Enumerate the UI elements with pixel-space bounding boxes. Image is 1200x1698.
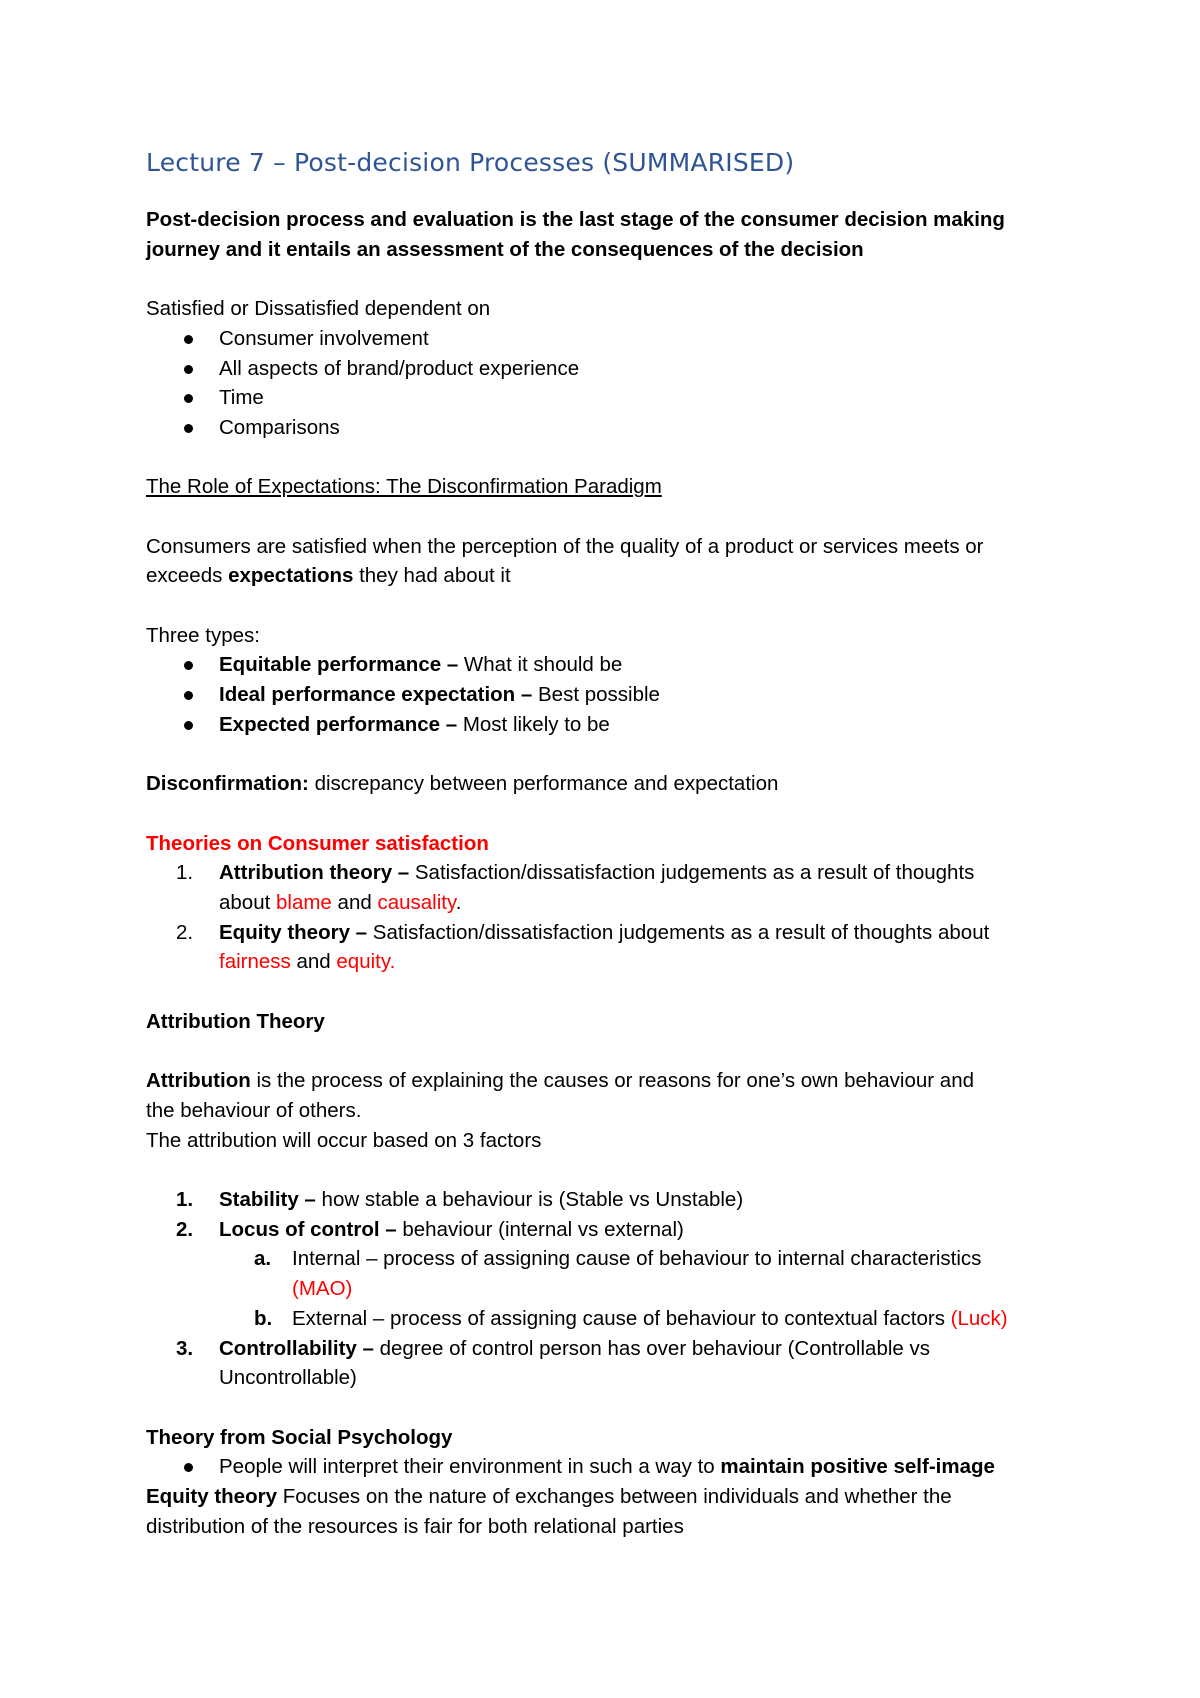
attribution-line-2: the behaviour of others.	[146, 1098, 362, 1122]
bullet-icon	[184, 335, 193, 344]
equity-line-2: distribution of the resources is fair for both relational parties	[146, 1514, 684, 1538]
list-item: Time	[146, 383, 1100, 413]
theories-list	[146, 858, 1100, 977]
list-item: 2. Equity theory – Satisfaction/dissatisfaction judgements as a result of thoughts about fairness and equity.	[176, 920, 990, 974]
expectations-line-2: exceeds expectations they had about it	[146, 564, 511, 588]
list-item: b. External – process of assigning cause of behaviour to contextual factors (Luck)	[254, 1306, 1008, 1330]
list-item: Expected performance – Most likely to be	[146, 710, 1100, 740]
list-item: Ideal performance expectation – Best possible	[146, 680, 1100, 710]
bullet-icon	[184, 394, 193, 403]
bullet-icon	[184, 661, 193, 670]
satisfied-list	[146, 324, 1100, 443]
factors-list	[146, 1185, 1100, 1244]
theories-heading: Theories on Consumer satisfaction	[146, 831, 489, 855]
social-list	[146, 1452, 1100, 1482]
social-heading: Theory from Social Psychology	[146, 1425, 453, 1449]
list-item: a. Internal – process of assigning cause of behaviour to internal characteristics (MAO)	[254, 1247, 982, 1301]
list-item: Equitable performance – What it should be	[146, 650, 1100, 680]
list-item: 1. Attribution theory – Satisfaction/dissatisfaction judgements as a result of thoughts about blame and causality.	[176, 861, 975, 915]
bullet-icon	[184, 424, 193, 433]
bullet-icon	[184, 1463, 193, 1472]
equity-line-1: Equity theory Focuses on the nature of exchanges between individuals and whether the	[146, 1485, 952, 1509]
intro-line-2: journey and it entails an assessment of the consequences of the decision	[146, 237, 864, 261]
three-types-list	[146, 650, 1100, 739]
list-item: 2. Locus of control – behaviour (internal vs external)	[176, 1217, 684, 1241]
disconfirmation-line: Disconfirmation: discrepancy between performance and expectation	[146, 772, 779, 796]
factors-list-continued	[146, 1334, 1100, 1393]
bullet-icon	[184, 365, 193, 374]
three-types-heading: Three types:	[146, 623, 260, 647]
list-item: 3. Controllability – degree of control person has over behaviour (Controllable vs Uncontrollable)	[176, 1336, 930, 1390]
list-item: Comparisons	[146, 413, 1100, 443]
bullet-icon	[184, 691, 193, 700]
expectations-heading: The Role of Expectations: The Disconfirmation Paradigm	[146, 475, 662, 499]
attribution-line-3: The attribution will occur based on 3 factors	[146, 1128, 542, 1152]
list-item: Consumer involvement	[146, 324, 1100, 354]
list-item: People will interpret their environment in such a way to maintain positive self-image	[146, 1452, 1100, 1482]
locus-sublist	[146, 1244, 1100, 1333]
attribution-line-1: Attribution is the process of explaining the causes or reasons for one’s own behaviour and	[146, 1069, 975, 1093]
list-item: All aspects of brand/product experience	[146, 354, 1100, 384]
expectations-line-1: Consumers are satisfied when the perception of the quality of a product or services meets or	[146, 534, 984, 558]
intro-line-1: Post-decision process and evaluation is the last stage of the consumer decision making	[146, 208, 1005, 231]
satisfied-heading: Satisfied or Dissatisfied dependent on	[146, 297, 491, 321]
bullet-icon	[184, 721, 193, 730]
attribution-heading: Attribution Theory	[146, 1009, 325, 1033]
document-title: Lecture 7 – Post-decision Processes (SUMMARISED)	[146, 148, 795, 177]
list-item: 1. Stability – how stable a behaviour is (Stable vs Unstable)	[176, 1188, 744, 1212]
